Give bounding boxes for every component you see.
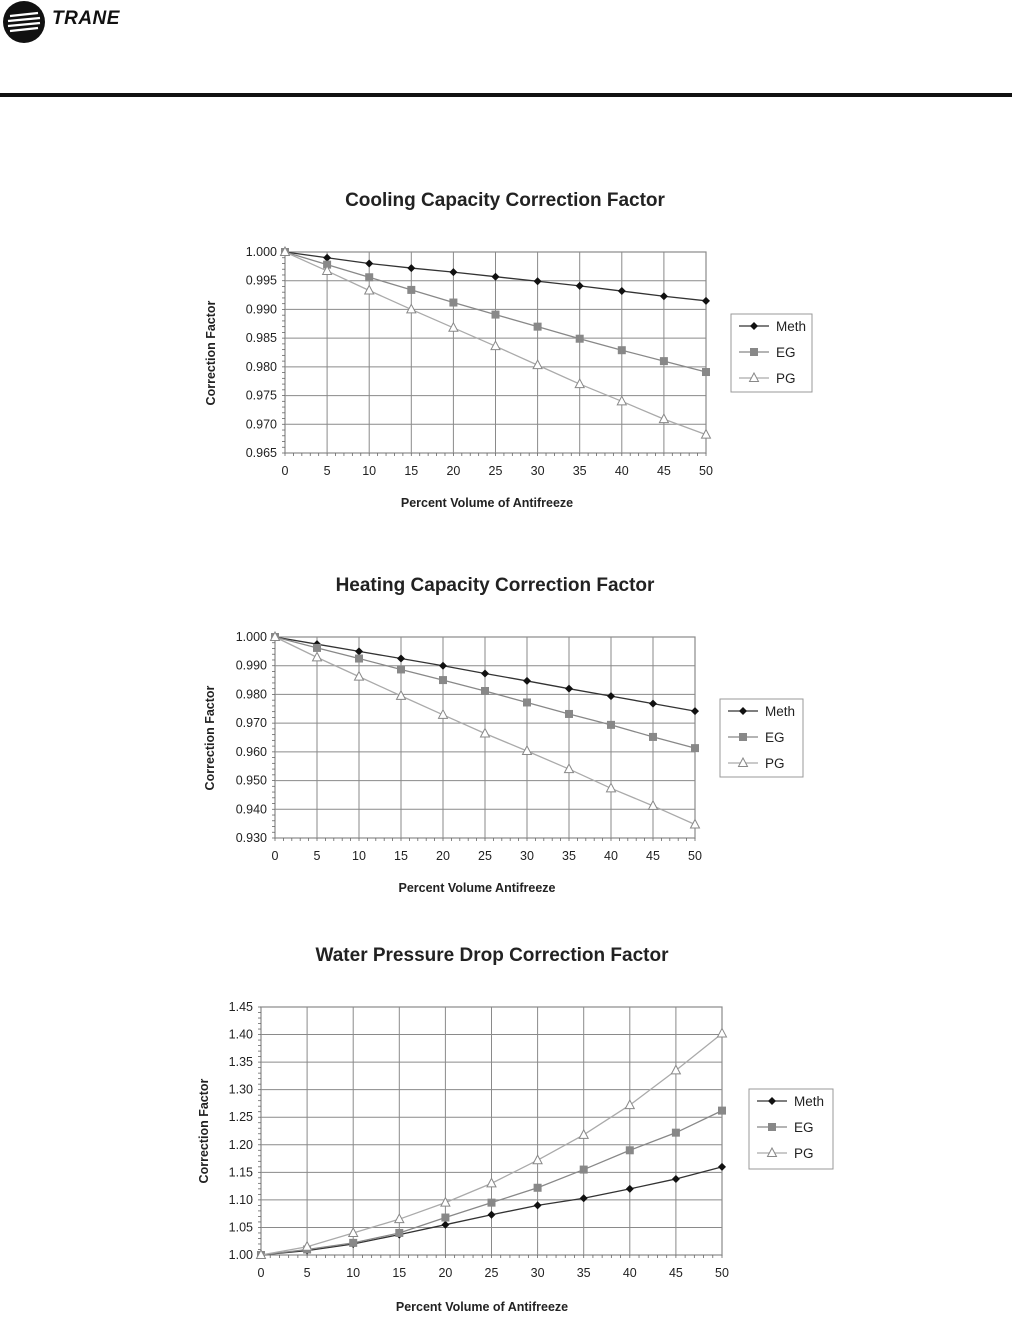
y-axis-label: Correction Factor xyxy=(203,685,217,791)
data-point-eg xyxy=(449,299,457,307)
legend-label-eg: EG xyxy=(794,1120,814,1135)
x-axis-label: Percent Volume of Antifreeze xyxy=(395,1300,569,1314)
water-pressure-drop-chart xyxy=(0,925,1012,1325)
x-tick-label: 15 xyxy=(404,464,419,478)
page-header xyxy=(0,0,1012,100)
y-tick-label: 1.35 xyxy=(228,1055,253,1070)
data-point-eg xyxy=(576,335,584,343)
brand-name: TRANE xyxy=(52,8,120,29)
x-tick-label: 0 xyxy=(257,1266,265,1280)
y-tick-label: 1.45 xyxy=(228,1000,253,1014)
legend-label-meth: Meth xyxy=(794,1094,825,1109)
x-tick-label: 45 xyxy=(646,849,660,863)
x-tick-label: 45 xyxy=(656,464,671,478)
x-tick-label: 45 xyxy=(668,1266,683,1280)
data-point-eg xyxy=(349,1239,357,1247)
legend-marker-eg xyxy=(750,348,758,356)
x-axis-label: Percent Volume of Antifreeze xyxy=(400,496,574,510)
data-point-eg xyxy=(626,1146,634,1154)
data-point-eg xyxy=(702,368,710,376)
x-tick-label: 20 xyxy=(436,849,450,863)
x-tick-label: 10 xyxy=(346,1266,361,1280)
legend-label-pg: PG xyxy=(776,371,796,386)
x-tick-label: 15 xyxy=(392,1266,407,1280)
data-point-eg xyxy=(580,1166,588,1174)
y-tick-label: 1.00 xyxy=(228,1248,253,1262)
data-point-eg xyxy=(313,644,321,652)
y-tick-label: 1.000 xyxy=(245,245,277,259)
x-tick-label: 50 xyxy=(688,849,702,863)
legend-label-eg: EG xyxy=(776,345,796,360)
x-tick-label: 10 xyxy=(362,464,377,478)
data-point-eg xyxy=(618,346,626,354)
y-axis-label: Correction Factor xyxy=(204,300,218,406)
y-tick-label: 0.940 xyxy=(235,802,267,817)
data-point-eg xyxy=(481,687,489,695)
y-tick-label: 0.980 xyxy=(235,687,267,702)
legend-label-meth: Meth xyxy=(765,704,796,719)
y-tick-label: 1.000 xyxy=(235,630,267,644)
data-point-eg xyxy=(718,1107,726,1115)
x-tick-label: 5 xyxy=(303,1266,311,1280)
x-tick-label: 50 xyxy=(715,1266,729,1280)
x-tick-label: 40 xyxy=(622,1266,637,1280)
x-tick-label: 40 xyxy=(614,464,629,478)
x-tick-label: 10 xyxy=(352,849,366,863)
trane-logo-icon xyxy=(2,0,46,44)
y-tick-label: 1.25 xyxy=(228,1110,253,1125)
legend-marker-eg xyxy=(739,733,747,741)
x-tick-label: 25 xyxy=(488,464,503,478)
cooling-capacity-chart xyxy=(0,170,1012,530)
y-tick-label: 0.975 xyxy=(245,388,277,403)
data-point-eg xyxy=(355,655,363,663)
data-point-eg xyxy=(649,733,657,741)
x-tick-label: 25 xyxy=(478,849,492,863)
data-point-eg xyxy=(534,1184,542,1192)
data-point-eg xyxy=(395,1229,403,1237)
y-axis-label: Correction Factor xyxy=(197,1078,211,1184)
x-tick-label: 5 xyxy=(313,849,321,863)
x-tick-label: 40 xyxy=(604,849,618,863)
data-point-eg xyxy=(691,744,699,752)
data-point-eg xyxy=(365,273,373,281)
data-point-eg xyxy=(607,721,615,729)
data-point-eg xyxy=(672,1129,680,1137)
data-point-eg xyxy=(488,1199,496,1207)
data-point-eg xyxy=(492,311,500,319)
y-tick-label: 0.970 xyxy=(235,716,267,731)
chart-title: Heating Capacity Correction Factor xyxy=(335,575,655,596)
chart-title: Cooling Capacity Correction Factor xyxy=(345,190,665,211)
x-tick-label: 50 xyxy=(699,464,713,478)
y-tick-label: 0.995 xyxy=(245,273,277,288)
heating-capacity-chart xyxy=(0,555,1012,915)
y-tick-label: 1.10 xyxy=(228,1192,253,1207)
data-point-eg xyxy=(523,698,531,706)
data-point-eg xyxy=(534,323,542,331)
x-tick-label: 0 xyxy=(271,849,279,863)
x-tick-label: 25 xyxy=(484,1266,499,1280)
legend xyxy=(749,1089,833,1169)
legend-marker-eg xyxy=(768,1123,776,1131)
x-tick-label: 20 xyxy=(446,464,461,478)
x-tick-label: 35 xyxy=(576,1266,591,1280)
x-tick-label: 30 xyxy=(520,849,534,863)
y-tick-label: 1.30 xyxy=(228,1082,253,1097)
legend-label-meth: Meth xyxy=(776,319,807,334)
legend-label-eg: EG xyxy=(765,730,785,745)
header-rule xyxy=(0,93,1012,97)
x-tick-label: 30 xyxy=(530,464,545,478)
legend xyxy=(720,699,803,777)
y-tick-label: 0.980 xyxy=(245,359,277,374)
data-point-eg xyxy=(407,286,415,294)
legend-label-pg: PG xyxy=(794,1146,814,1161)
y-tick-label: 0.990 xyxy=(235,658,267,673)
data-point-eg xyxy=(397,665,405,673)
y-tick-label: 1.15 xyxy=(228,1165,253,1180)
x-tick-label: 35 xyxy=(562,849,576,863)
y-tick-label: 0.965 xyxy=(245,446,277,460)
x-tick-label: 20 xyxy=(438,1266,453,1280)
x-tick-label: 35 xyxy=(572,464,587,478)
y-tick-label: 0.950 xyxy=(235,773,267,788)
y-tick-label: 0.970 xyxy=(245,417,277,432)
data-point-eg xyxy=(441,1214,449,1222)
y-tick-label: 1.05 xyxy=(228,1220,253,1235)
x-tick-label: 30 xyxy=(530,1266,545,1280)
x-tick-label: 5 xyxy=(323,464,331,478)
y-tick-label: 1.20 xyxy=(228,1137,253,1152)
data-point-eg xyxy=(660,357,668,365)
legend xyxy=(731,314,812,392)
x-tick-label: 0 xyxy=(281,464,289,478)
data-point-eg xyxy=(439,676,447,684)
y-tick-label: 0.960 xyxy=(235,744,267,759)
chart-title: Water Pressure Drop Correction Factor xyxy=(315,945,669,966)
x-tick-label: 15 xyxy=(394,849,408,863)
y-tick-label: 0.990 xyxy=(245,302,277,317)
data-point-eg xyxy=(565,710,573,718)
legend-label-pg: PG xyxy=(765,756,785,771)
y-tick-label: 0.985 xyxy=(245,331,277,346)
y-tick-label: 1.40 xyxy=(228,1027,253,1042)
x-axis-label: Percent Volume Antifreeze xyxy=(398,881,556,895)
y-tick-label: 0.930 xyxy=(235,831,267,845)
